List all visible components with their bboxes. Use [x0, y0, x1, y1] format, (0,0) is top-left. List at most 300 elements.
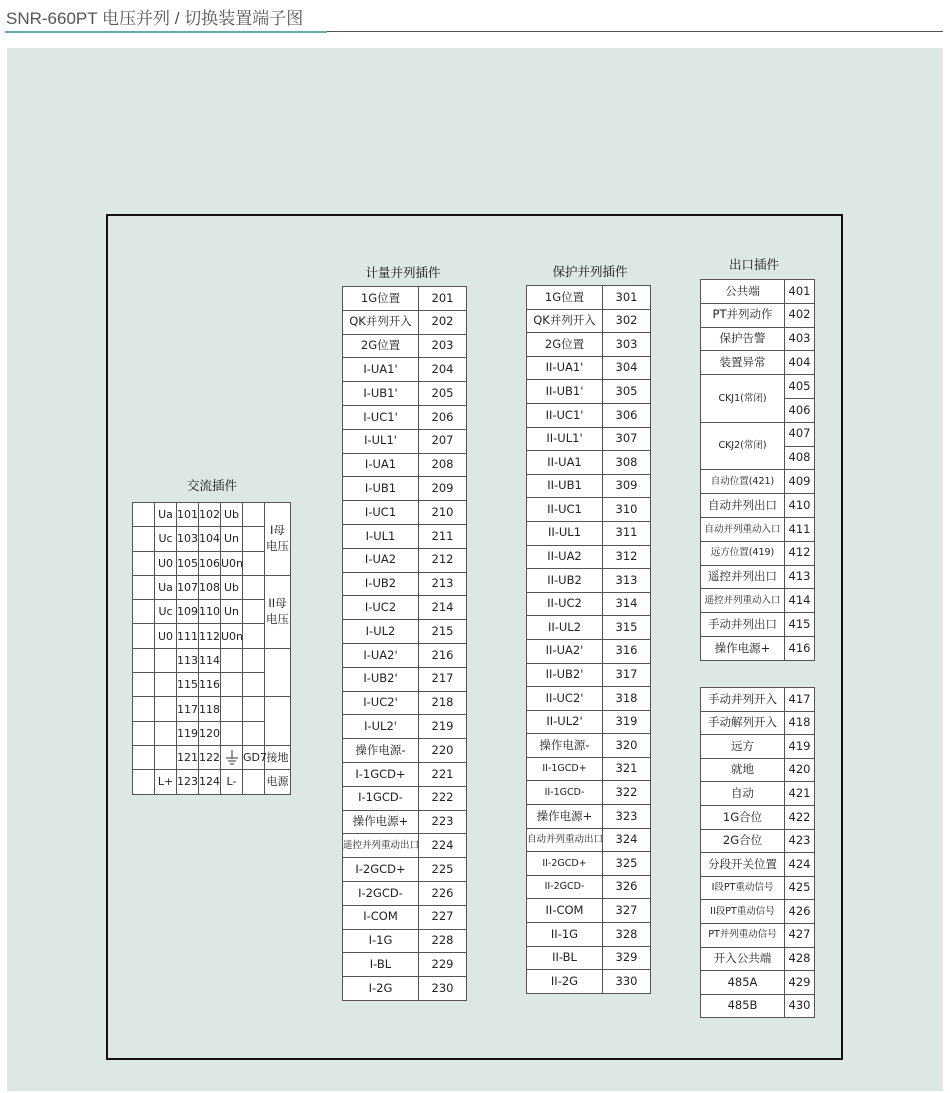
input-row: [701, 853, 815, 877]
metering-row: [343, 596, 467, 620]
metering-row: [343, 501, 467, 525]
ac-cell: 115: [177, 673, 199, 697]
ac-cell: 107: [177, 575, 199, 599]
ac-cell: 105: [177, 551, 199, 575]
terminal-label: II-UA1: [527, 451, 603, 475]
metering-row: [343, 334, 467, 358]
ac-cell: [221, 721, 243, 745]
metering-row: [343, 405, 467, 429]
terminal-label: 远方: [701, 735, 785, 759]
input-terminal-table: [700, 687, 815, 1018]
terminal-label: II-1GCD+: [527, 757, 603, 781]
metering-group-title: 计量并列插件: [365, 265, 441, 280]
terminal-label: II-UB2: [527, 569, 603, 593]
terminal-label: I-1GCD-: [343, 786, 419, 810]
metering-row: [343, 905, 467, 929]
terminal-label: I-UL2': [343, 715, 419, 739]
terminal-label: 手动并列出口: [701, 613, 785, 637]
terminal-number: 407: [785, 422, 815, 446]
metering-row: [343, 358, 467, 382]
terminal-label: PT并列重动信号: [701, 923, 785, 947]
terminal-number: 216: [419, 643, 467, 667]
terminal-number: 318: [603, 687, 651, 711]
terminal-number: 320: [603, 734, 651, 758]
output-terminal-table: [700, 279, 815, 661]
terminal-number: 208: [419, 453, 467, 477]
terminal-number: 301: [603, 286, 651, 310]
terminal-label: II-UA2': [527, 639, 603, 663]
protection-terminal-table: [526, 285, 651, 994]
ac-cell: [221, 673, 243, 697]
terminal-label: PT并列动作: [701, 303, 785, 327]
ac-cell: Ub: [221, 575, 243, 599]
metering-row: [343, 548, 467, 572]
ac-row: [133, 648, 291, 672]
terminal-label: II-UL2: [527, 616, 603, 640]
terminal-label: II-COM: [527, 899, 603, 923]
ac-cell: [155, 697, 177, 721]
terminal-label: I-UC1': [343, 405, 419, 429]
ac-cell: Ub: [221, 503, 243, 527]
terminal-label: II-UB1: [527, 474, 603, 498]
ac-cell: 102: [199, 503, 221, 527]
terminal-number: 304: [603, 356, 651, 380]
ac-cell: [221, 697, 243, 721]
terminal-number: 224: [419, 834, 467, 858]
terminal-number: 415: [785, 613, 815, 637]
terminal-number: 419: [785, 735, 815, 759]
terminal-label: 1G合位: [701, 805, 785, 829]
input-row: [701, 900, 815, 924]
terminal-label: 1G位置: [343, 287, 419, 311]
terminal-number: 214: [419, 596, 467, 620]
ground-symbol-icon: [221, 745, 243, 769]
terminal-label: 自动并列重动出口: [527, 828, 603, 852]
metering-row: [343, 715, 467, 739]
ac-cell: [243, 770, 265, 794]
terminal-number: 307: [603, 427, 651, 451]
terminal-label: 分段开关位置: [701, 853, 785, 877]
ac-cell: 112: [199, 624, 221, 648]
terminal-number: 410: [785, 494, 815, 518]
terminal-number: 327: [603, 899, 651, 923]
protection-row: [527, 946, 651, 970]
protection-row: [527, 805, 651, 829]
terminal-label: II-2GCD+: [527, 852, 603, 876]
terminal-label: I-UA1: [343, 453, 419, 477]
terminal-number: 417: [785, 688, 815, 712]
terminal-number: 413: [785, 565, 815, 589]
output-group-title: 出口插件: [728, 257, 780, 272]
terminal-label: II-UA1': [527, 356, 603, 380]
metering-row: [343, 977, 467, 1001]
terminal-number: 229: [419, 953, 467, 977]
terminal-label: II-UL2': [527, 710, 603, 734]
protection-row: [527, 474, 651, 498]
protection-row: [527, 663, 651, 687]
terminal-number: 227: [419, 905, 467, 929]
terminal-label: 手动并列开入: [701, 688, 785, 712]
terminal-label: I-UA1': [343, 358, 419, 382]
terminal-number: 314: [603, 592, 651, 616]
terminal-number: 408: [785, 446, 815, 470]
terminal-label: I-UC1: [343, 501, 419, 525]
protection-row: [527, 380, 651, 404]
ac-row: [133, 745, 291, 769]
terminal-label: I-1G: [343, 929, 419, 953]
terminal-label: QK并列开入: [527, 309, 603, 333]
terminal-label: CKJ2(常闭): [701, 422, 785, 470]
terminal-number: 207: [419, 429, 467, 453]
output-row: [701, 517, 815, 541]
terminal-number: 308: [603, 451, 651, 475]
protection-row: [527, 781, 651, 805]
ac-cell: [133, 575, 155, 599]
output-row: [701, 613, 815, 637]
ac-cell: L+: [155, 770, 177, 794]
metering-row: [343, 929, 467, 953]
protection-row: [527, 852, 651, 876]
terminal-label: I-UL2: [343, 620, 419, 644]
protection-row: [527, 970, 651, 994]
terminal-number: 319: [603, 710, 651, 734]
output-row: [701, 636, 815, 660]
terminal-number: 206: [419, 405, 467, 429]
terminal-number: 310: [603, 498, 651, 522]
terminal-label: 遥控并列重动入口: [701, 589, 785, 613]
input-row: [701, 688, 815, 712]
terminal-label: II-UC1': [527, 403, 603, 427]
metering-row: [343, 810, 467, 834]
input-row: [701, 994, 815, 1018]
ac-cell: [133, 673, 155, 697]
metering-row: [343, 620, 467, 644]
terminal-label: 操作电源+: [343, 810, 419, 834]
ac-row: [133, 503, 291, 527]
terminal-label: I-UA2': [343, 643, 419, 667]
terminal-number: 205: [419, 382, 467, 406]
terminal-number: 302: [603, 309, 651, 333]
terminal-label: I-2GCD+: [343, 858, 419, 882]
terminal-label: I-BL: [343, 953, 419, 977]
terminal-label: 开入公共端: [701, 947, 785, 971]
ac-cell: [133, 551, 155, 575]
ac-cell: [243, 721, 265, 745]
terminal-number: 414: [785, 589, 815, 613]
terminal-label: 自动: [701, 782, 785, 806]
ac-cell: [243, 575, 265, 599]
output-row: [701, 589, 815, 613]
ac-cell: Uc: [155, 600, 177, 624]
terminal-number: 325: [603, 852, 651, 876]
terminal-label: I段PT重动信号: [701, 876, 785, 900]
terminal-number: 313: [603, 569, 651, 593]
protection-row: [527, 899, 651, 923]
terminal-number: 411: [785, 517, 815, 541]
terminal-number: 409: [785, 470, 815, 494]
terminal-label: II-UL1: [527, 521, 603, 545]
ac-row: [133, 770, 291, 794]
protection-row: [527, 828, 651, 852]
ac-cell: [243, 624, 265, 648]
ac-cell: [243, 648, 265, 672]
terminal-number: 223: [419, 810, 467, 834]
protection-row: [527, 498, 651, 522]
terminal-label: I-UL1': [343, 429, 419, 453]
terminal-number: 317: [603, 663, 651, 687]
protection-row: [527, 687, 651, 711]
terminal-label: 1G位置: [527, 286, 603, 310]
output-row: [701, 494, 815, 518]
metering-row: [343, 287, 467, 311]
ac-cell: [133, 697, 155, 721]
ac-cell: Ua: [155, 575, 177, 599]
protection-row: [527, 427, 651, 451]
terminal-number: 225: [419, 858, 467, 882]
ac-cell: [243, 527, 265, 551]
ac-cell: [243, 697, 265, 721]
protection-row: [527, 710, 651, 734]
terminal-label: 自动并列出口: [701, 494, 785, 518]
ac-cell: Un: [221, 527, 243, 551]
ac-cell: 114: [199, 648, 221, 672]
ground-label: 接地: [265, 745, 291, 769]
ac-row: [133, 697, 291, 721]
ac-terminal-table: [132, 502, 291, 795]
terminal-label: 操作电源-: [527, 734, 603, 758]
ac-cell: 123: [177, 770, 199, 794]
terminal-number: 430: [785, 994, 815, 1018]
terminal-label: 遥控并列重动出口: [343, 834, 419, 858]
terminal-number: 423: [785, 829, 815, 853]
ac-cell: [243, 503, 265, 527]
terminal-label: I-UB2': [343, 667, 419, 691]
input-row: [701, 947, 815, 971]
terminal-label: 操作电源-: [343, 739, 419, 763]
metering-row: [343, 524, 467, 548]
ac-cell: Un: [221, 600, 243, 624]
terminal-number: 221: [419, 762, 467, 786]
ac-cell: GD7: [243, 745, 265, 769]
protection-row: [527, 757, 651, 781]
metering-row: [343, 429, 467, 453]
terminal-number: 211: [419, 524, 467, 548]
protection-row: [527, 639, 651, 663]
terminal-label: 操作电源+: [527, 805, 603, 829]
terminal-label: 2G位置: [343, 334, 419, 358]
empty-side-cell: [265, 697, 291, 746]
ac-cell: [155, 745, 177, 769]
terminal-label: 485B: [701, 994, 785, 1018]
terminal-label: 自动位置(421): [701, 470, 785, 494]
protection-row: [527, 569, 651, 593]
terminal-number: 212: [419, 548, 467, 572]
terminal-number: 202: [419, 310, 467, 334]
protection-row: [527, 545, 651, 569]
terminal-number: 421: [785, 782, 815, 806]
protection-row: [527, 923, 651, 947]
metering-row: [343, 739, 467, 763]
input-row: [701, 923, 815, 947]
terminal-number: 220: [419, 739, 467, 763]
input-row: [701, 805, 815, 829]
terminal-label: 2G合位: [701, 829, 785, 853]
terminal-number: 328: [603, 923, 651, 947]
ac-cell: L-: [221, 770, 243, 794]
input-row: [701, 735, 815, 759]
bus1-voltage-label: I母电压: [265, 503, 291, 576]
protection-row: [527, 616, 651, 640]
metering-row: [343, 310, 467, 334]
power-label: 电源: [265, 770, 291, 794]
terminal-label: I-UL1: [343, 524, 419, 548]
ac-cell: 119: [177, 721, 199, 745]
terminal-label: II-UC1: [527, 498, 603, 522]
terminal-number: 330: [603, 970, 651, 994]
terminal-number: 222: [419, 786, 467, 810]
terminal-number: 316: [603, 639, 651, 663]
terminal-number: 219: [419, 715, 467, 739]
ac-cell: 120: [199, 721, 221, 745]
terminal-label: II-UC2': [527, 687, 603, 711]
terminal-label: I-COM: [343, 905, 419, 929]
terminal-number: 326: [603, 875, 651, 899]
terminal-label: I-1GCD+: [343, 762, 419, 786]
metering-row: [343, 953, 467, 977]
terminal-label: II-UL1': [527, 427, 603, 451]
protection-row: [527, 356, 651, 380]
terminal-label: 485A: [701, 971, 785, 995]
ac-cell: [133, 503, 155, 527]
terminal-number: 406: [785, 398, 815, 422]
ac-cell: [155, 673, 177, 697]
terminal-label: I-UA2: [343, 548, 419, 572]
metering-row: [343, 382, 467, 406]
terminal-number: 412: [785, 541, 815, 565]
terminal-label: I-UC2: [343, 596, 419, 620]
terminal-label: II-UA2: [527, 545, 603, 569]
protection-row: [527, 451, 651, 475]
metering-terminal-table: [342, 286, 467, 1001]
terminal-number: 428: [785, 947, 815, 971]
ac-cell: 106: [199, 551, 221, 575]
ac-cell: 118: [199, 697, 221, 721]
terminal-label: 装置异常: [701, 351, 785, 375]
output-row: [701, 327, 815, 351]
terminal-number: 420: [785, 758, 815, 782]
terminal-label: II-1G: [527, 923, 603, 947]
terminal-number: 427: [785, 923, 815, 947]
ac-cell: [133, 770, 155, 794]
protection-row: [527, 403, 651, 427]
terminal-label: 操作电源+: [701, 636, 785, 660]
bus2-voltage-label: II母电压: [265, 575, 291, 648]
terminal-label: II-UB2': [527, 663, 603, 687]
protection-row: [527, 333, 651, 357]
output-row: [701, 541, 815, 565]
output-row: [701, 351, 815, 375]
protection-row: [527, 521, 651, 545]
metering-row: [343, 667, 467, 691]
ac-cell: 103: [177, 527, 199, 551]
output-row: [701, 280, 815, 304]
terminal-number: 203: [419, 334, 467, 358]
terminal-label: II-2GCD-: [527, 875, 603, 899]
ac-cell: 124: [199, 770, 221, 794]
ac-cell: 101: [177, 503, 199, 527]
ac-cell: [155, 721, 177, 745]
terminal-label: II-UB1': [527, 380, 603, 404]
terminal-number: 416: [785, 636, 815, 660]
protection-row: [527, 309, 651, 333]
metering-row: [343, 477, 467, 501]
metering-row: [343, 881, 467, 905]
terminal-number: 422: [785, 805, 815, 829]
terminal-label: I-UB1': [343, 382, 419, 406]
terminal-number: 403: [785, 327, 815, 351]
terminal-number: 230: [419, 977, 467, 1001]
terminal-label: I-UC2': [343, 691, 419, 715]
terminal-number: 209: [419, 477, 467, 501]
ac-cell: U0: [155, 624, 177, 648]
ac-cell: 121: [177, 745, 199, 769]
ac-cell: [243, 673, 265, 697]
ac-cell: [155, 648, 177, 672]
terminal-label: QK并列开入: [343, 310, 419, 334]
terminal-label: I-UB1: [343, 477, 419, 501]
terminal-number: 228: [419, 929, 467, 953]
empty-side-cell: [265, 648, 291, 697]
ac-cell: [133, 721, 155, 745]
ac-cell: [133, 624, 155, 648]
metering-row: [343, 786, 467, 810]
metering-row: [343, 834, 467, 858]
ac-cell: 111: [177, 624, 199, 648]
ac-cell: 117: [177, 697, 199, 721]
ac-cell: [221, 648, 243, 672]
ac-cell: 108: [199, 575, 221, 599]
input-row: [701, 782, 815, 806]
terminal-number: 218: [419, 691, 467, 715]
ac-cell: 104: [199, 527, 221, 551]
output-row: [701, 470, 815, 494]
terminal-label: 保护告警: [701, 327, 785, 351]
output-row: [701, 422, 815, 446]
input-row: [701, 971, 815, 995]
header-rule: [327, 31, 943, 32]
protection-row: [527, 734, 651, 758]
metering-row: [343, 572, 467, 596]
terminal-number: 210: [419, 501, 467, 525]
ac-cell: 116: [199, 673, 221, 697]
terminal-number: 311: [603, 521, 651, 545]
terminal-label: II-1GCD-: [527, 781, 603, 805]
terminal-number: 204: [419, 358, 467, 382]
terminal-number: 404: [785, 351, 815, 375]
terminal-label: I-UB2: [343, 572, 419, 596]
terminal-number: 305: [603, 380, 651, 404]
terminal-number: 213: [419, 572, 467, 596]
ac-cell: [243, 600, 265, 624]
ac-cell: U0: [155, 551, 177, 575]
ac-cell: 110: [199, 600, 221, 624]
terminal-number: 303: [603, 333, 651, 357]
ac-cell: U0n: [221, 624, 243, 648]
ac-cell: [133, 745, 155, 769]
ac-cell: 109: [177, 600, 199, 624]
input-row: [701, 829, 815, 853]
metering-row: [343, 643, 467, 667]
